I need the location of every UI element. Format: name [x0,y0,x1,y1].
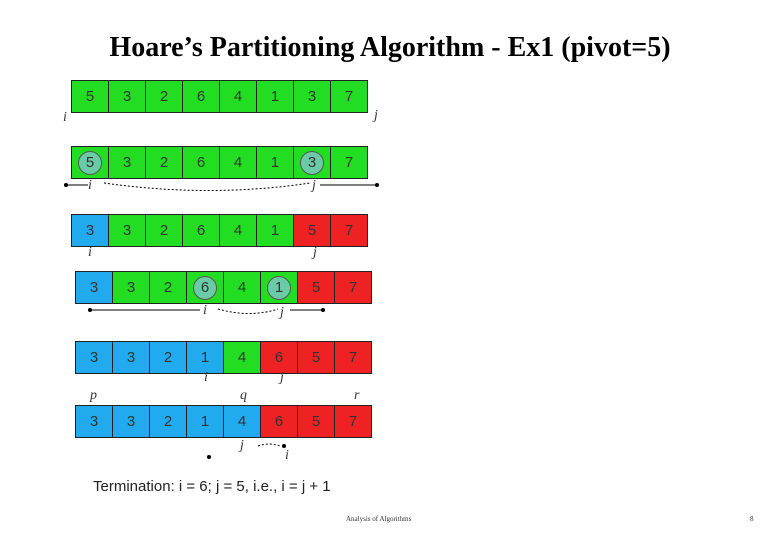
cell-value: 2 [163,279,173,296]
index-i-label: i [88,178,92,193]
cell-value: 5 [311,279,321,296]
cell-value: 6 [274,349,284,366]
cell-value: 7 [348,279,358,296]
cell-value: 3 [126,349,136,366]
array-cell [150,406,187,438]
array-cell [331,147,368,179]
cell-value: 6 [196,88,206,105]
cell-value: 2 [159,154,169,171]
cell-value: 4 [233,88,243,105]
array-cell [335,272,372,304]
index-r-label: r [354,388,360,403]
array-cell [335,406,372,438]
array-cell [109,215,146,247]
array-cell [261,272,298,304]
array-cell [113,272,150,304]
index-i-label: i [285,448,289,463]
index-i-label: i [203,303,207,318]
cell-value: 6 [196,222,206,239]
array-cell [187,406,224,438]
array-row [75,405,372,438]
cell-value: 3 [126,413,136,430]
cell-value: 3 [89,279,99,296]
array-cell [72,215,109,247]
array-cell [294,81,331,113]
array-cell [146,215,183,247]
footer-text: Analysis of Algorithms [346,515,412,523]
array-cell [109,147,146,179]
cell-value: 7 [344,222,354,239]
array-cell [257,81,294,113]
array-cell [331,215,368,247]
cell-value: 5 [85,154,95,171]
cell-value: 4 [233,222,243,239]
cell-value: 4 [237,279,247,296]
array-cell [224,406,261,438]
array-cell [76,272,113,304]
dot-marker [375,183,379,187]
array-row [71,80,368,113]
index-q-label: q [240,388,247,403]
index-j-label: j [313,245,317,260]
array-cell [294,215,331,247]
cell-value: 1 [200,349,210,366]
cell-value: 3 [89,349,99,366]
array-cell [257,147,294,179]
array-cell [261,406,298,438]
cell-value: 7 [348,349,358,366]
cell-value: 1 [200,413,210,430]
cell-value: 5 [307,222,317,239]
index-i-label: i [204,370,208,385]
dot-marker [88,308,92,312]
array-cell [183,215,220,247]
cell-value: 4 [237,349,247,366]
cell-value: 5 [311,413,321,430]
array-cell [150,342,187,374]
cell-value: 3 [85,222,95,239]
cell-value: 4 [233,154,243,171]
array-cell [146,147,183,179]
index-j-label: j [280,305,284,320]
cell-value: 1 [270,222,280,239]
array-cell [335,342,372,374]
cell-value: 5 [311,349,321,366]
array-cell [146,81,183,113]
array-cell [298,272,335,304]
array-row [71,214,368,247]
array-cell [187,272,224,304]
array-cell [224,342,261,374]
cell-value: 7 [344,154,354,171]
slide-title: Hoare’s Partitioning Algorithm - Ex1 (pivot=5) [109,32,671,63]
cell-value: 3 [122,88,132,105]
index-j-label: j [280,370,284,385]
termination-text: Termination: i = 6; j = 5, i.e., i = j + 1 [93,478,331,495]
array-cell [76,406,113,438]
cell-value: 4 [237,413,247,430]
array-cell [298,406,335,438]
array-cell [331,81,368,113]
array-cell [220,81,257,113]
cell-value: 2 [163,349,173,366]
array-cell [109,81,146,113]
array-cell [72,81,109,113]
cell-value: 2 [163,413,173,430]
cell-value: 2 [159,88,169,105]
array-cell [224,272,261,304]
array-row [75,341,372,374]
cell-value: 7 [348,413,358,430]
array-cell [150,272,187,304]
cell-value: 3 [307,154,317,171]
cell-value: 1 [270,154,280,171]
index-j-label: j [374,108,378,123]
dot-marker [207,455,211,459]
array-cell [294,147,331,179]
cell-value: 5 [85,88,95,105]
cell-value: 3 [126,279,136,296]
array-cell [113,342,150,374]
array-cell [183,147,220,179]
cell-value: 7 [344,88,354,105]
index-i-label: i [88,245,92,260]
index-j-label: j [240,438,244,453]
cell-value: 1 [270,88,280,105]
index-i-label: i [63,110,67,125]
cell-value: 6 [274,413,284,430]
array-cell [113,406,150,438]
array-row [71,146,368,179]
array-cell [257,215,294,247]
page-number: 8 [750,515,754,523]
cell-value: 2 [159,222,169,239]
array-cell [76,342,113,374]
array-cell [72,147,109,179]
dot-marker [64,183,68,187]
array-cell [183,81,220,113]
cell-value: 6 [196,154,206,171]
index-j-label: j [312,178,316,193]
array-cell [220,147,257,179]
dot-marker [321,308,325,312]
array-cell [298,342,335,374]
cell-value: 3 [307,88,317,105]
cell-value: 3 [122,154,132,171]
cell-value: 3 [122,222,132,239]
cell-value: 6 [200,279,210,296]
cell-value: 3 [89,413,99,430]
cell-value: 1 [274,279,284,296]
array-row [75,271,372,304]
index-p-label: p [90,388,97,403]
array-cell [220,215,257,247]
